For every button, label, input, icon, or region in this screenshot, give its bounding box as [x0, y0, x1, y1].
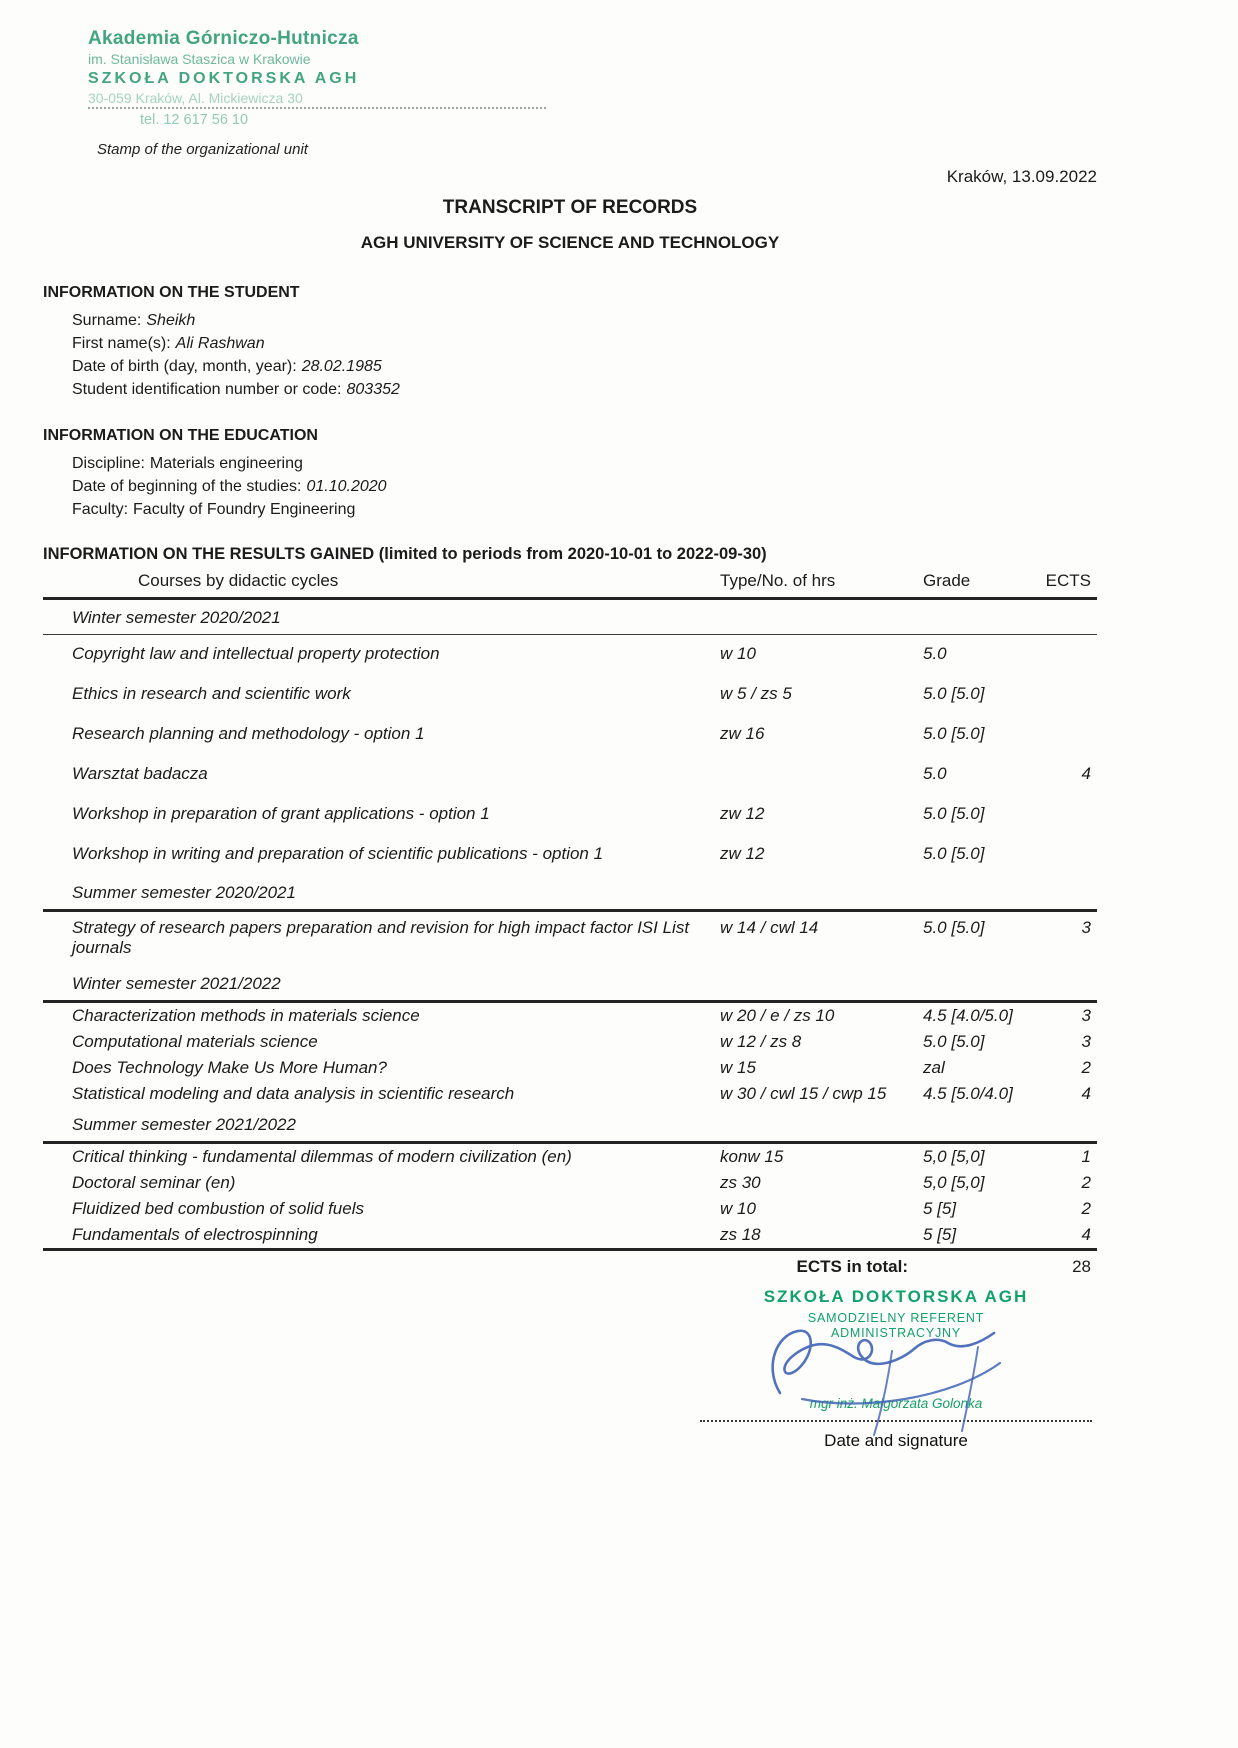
column-header-type-hours: Type/No. of hrs: [720, 571, 836, 590]
course-ects: 3: [1081, 918, 1091, 937]
field-label: Faculty:: [72, 501, 129, 518]
course-ects: [1028, 804, 1097, 824]
course-row: [43, 1029, 1097, 1055]
course-ects: 4: [1081, 1084, 1091, 1103]
document-subtitle: AGH UNIVERSITY OF SCIENCE AND TECHNOLOGY: [360, 233, 780, 252]
course-row: [43, 1055, 1097, 1081]
course-name: Warsztat badacza: [72, 764, 208, 783]
footer-stamp-school-name: SZKOŁA DOKTORSKA AGH: [763, 1287, 1029, 1306]
course-ects: 1: [1081, 1147, 1091, 1166]
field-study-begin-date: [72, 475, 387, 498]
semester-row: [43, 600, 1097, 634]
field-first-name: [72, 332, 400, 355]
course-ects: 2: [1081, 1058, 1091, 1077]
semester-label: Winter semester 2021/2022: [72, 974, 281, 993]
footer-stamp: [700, 1287, 1092, 1451]
course-grade: 5.0 [5.0]: [923, 918, 985, 937]
semester-label: Summer semester 2020/2021: [72, 883, 296, 902]
course-row: [43, 1196, 1097, 1222]
course-grade: 5 [5]: [923, 1225, 957, 1244]
course-grade: 4.5 [5.0/4.0]: [923, 1084, 1013, 1103]
course-type-hours: [720, 764, 923, 784]
course-grade: 5.0: [923, 764, 947, 783]
results-section-heading: INFORMATION ON THE RESULTS GAINED (limited to periods from 2020-10-01 to 2022-09-30): [43, 545, 767, 563]
signer-name: mgr inż. Małgorzata Golonka: [809, 1396, 983, 1411]
course-name: Workshop in writing and preparation of scientific publications - option 1: [72, 844, 604, 863]
course-name: Doctoral seminar (en): [72, 1173, 236, 1192]
course-ects: 3: [1081, 1032, 1091, 1051]
field-date-of-birth: [72, 355, 400, 378]
course-row: [43, 912, 1097, 966]
course-name: Statistical modeling and data analysis in scientific research: [72, 1084, 515, 1103]
course-type-hours: w 5 / zs 5: [720, 684, 792, 703]
course-row: [43, 1144, 1097, 1170]
course-grade: 5,0 [5,0]: [923, 1173, 985, 1192]
education-section: [43, 427, 387, 521]
course-row: [43, 715, 1097, 755]
course-grade: 5.0 [5.0]: [923, 724, 985, 743]
course-ects: 3: [1081, 1006, 1091, 1025]
semester-row: [43, 1107, 1097, 1141]
course-name: Copyright law and intellectual property protection: [72, 644, 440, 663]
stamp-school-name: SZKOŁA DOKTORSKA AGH: [88, 70, 360, 87]
column-header-grade: Grade: [923, 571, 971, 590]
course-grade: 5.0 [5.0]: [923, 844, 985, 863]
course-row: [43, 675, 1097, 715]
course-ects: 4: [1081, 1225, 1091, 1244]
course-type-hours: w 20 / e / zs 10: [720, 1006, 835, 1025]
course-grade: 5,0 [5,0]: [923, 1147, 985, 1166]
column-header-ects: ECTS: [1045, 571, 1091, 590]
field-value: 01.10.2020: [306, 478, 387, 495]
results-table-header: [43, 571, 1097, 597]
semester-label: Winter semester 2020/2021: [72, 608, 281, 627]
course-name: Strategy of research papers preparation and revision for high impact factor ISI List journals: [72, 918, 690, 957]
ects-total-row: [43, 1251, 1097, 1283]
course-type-hours: zw 12: [720, 804, 765, 823]
course-row: [43, 1170, 1097, 1196]
course-ects: 2: [1081, 1173, 1091, 1192]
course-type-hours: w 30 / cwl 15 / cwp 15: [720, 1084, 887, 1103]
course-row: [43, 1003, 1097, 1029]
student-section-heading: INFORMATION ON THE STUDENT: [43, 284, 300, 301]
course-type-hours: w 12 / zs 8: [720, 1032, 802, 1051]
field-label: Surname:: [72, 312, 142, 329]
course-grade: zal: [923, 1058, 945, 1077]
field-value: 803352: [346, 381, 400, 398]
course-ects: [1028, 684, 1097, 704]
course-type-hours: zw 16: [720, 724, 765, 743]
course-name: Ethics in research and scientific work: [72, 684, 351, 703]
field-value: Materials engineering: [149, 455, 303, 472]
field-label: Discipline:: [72, 455, 145, 472]
course-ects: [1028, 844, 1097, 864]
education-section-heading: INFORMATION ON THE EDUCATION: [43, 427, 318, 444]
course-type-hours: w 15: [720, 1058, 756, 1077]
stamp-address: 30-059 Kraków, Al. Mickiewicza 30: [88, 90, 303, 106]
course-type-hours: w 14 / cwl 14: [720, 918, 819, 937]
university-stamp: [88, 28, 558, 128]
course-name: Workshop in preparation of grant applications - option 1: [72, 804, 490, 823]
student-fields: [72, 309, 400, 401]
ects-total-label: ECTS in total:: [796, 1257, 908, 1276]
ects-total-value: 28: [1072, 1257, 1091, 1276]
field-value: Faculty of Foundry Engineering: [133, 501, 356, 518]
stamp-patron-line: im. Stanisława Staszica w Krakowie: [88, 51, 311, 67]
stamp-dotted-line: [88, 107, 546, 109]
course-grade: 5.0 [5.0]: [923, 1032, 985, 1051]
field-discipline: [72, 452, 387, 475]
course-ects: 2: [1081, 1199, 1091, 1218]
course-name: Characterization methods in materials science: [72, 1006, 420, 1025]
course-ects: [1028, 644, 1097, 664]
course-name: Fundamentals of electrospinning: [72, 1225, 318, 1244]
place-and-date: Kraków, 13.09.2022: [946, 167, 1097, 186]
course-name: Research planning and methodology - option 1: [72, 724, 425, 743]
course-grade: 5.0 [5.0]: [923, 804, 985, 823]
field-value: 28.02.1985: [301, 358, 382, 375]
course-row: [43, 795, 1097, 835]
course-row: [43, 1222, 1097, 1248]
course-type-hours: zs 18: [720, 1225, 761, 1244]
course-ects: [1028, 724, 1097, 744]
student-section: [43, 284, 400, 401]
ects-total-spacer: [923, 1257, 1028, 1277]
field-label: Date of beginning of the studies:: [72, 478, 302, 495]
course-type-hours: konw 15: [720, 1147, 784, 1166]
column-header-courses: Courses by didactic cycles: [138, 571, 339, 590]
course-type-hours: w 10: [720, 644, 756, 663]
course-type-hours: zs 30: [720, 1173, 761, 1192]
field-label: Student identification number or code:: [72, 381, 342, 398]
course-row: [43, 835, 1097, 875]
results-table: [43, 571, 1097, 1283]
course-row: [43, 1081, 1097, 1107]
education-fields: [72, 452, 387, 521]
stamp-university-name: Akademia Górniczo-Hutnicza: [88, 28, 359, 49]
semester-row: [43, 966, 1097, 1000]
course-row: [43, 755, 1097, 795]
document-title: TRANSCRIPT OF RECORDS: [442, 197, 698, 218]
course-grade: 5.0 [5.0]: [923, 684, 985, 703]
field-value: Sheikh: [146, 312, 196, 329]
course-ects: 4: [1081, 764, 1091, 783]
semester-label: Summer semester 2021/2022: [72, 1115, 296, 1134]
semester-row: [43, 875, 1097, 909]
date-and-signature-caption: Date and signature: [824, 1431, 968, 1450]
course-name: Fluidized bed combustion of solid fuels: [72, 1199, 364, 1218]
field-label: First name(s):: [72, 335, 171, 352]
stamp-caption: Stamp of the organizational unit: [97, 141, 308, 158]
signature-dotted-line: [700, 1420, 1092, 1422]
footer-stamp-role-line1: SAMODZIELNY REFERENT: [807, 1311, 985, 1325]
course-grade: 5.0: [923, 644, 947, 663]
course-type-hours: w 10: [720, 1199, 756, 1218]
course-type-hours: zw 12: [720, 844, 765, 863]
field-faculty: [72, 498, 387, 521]
stamp-phone: tel. 12 617 56 10: [140, 112, 249, 128]
course-name: Does Technology Make Us More Human?: [72, 1058, 387, 1077]
course-grade: 4.5 [4.0/5.0]: [923, 1006, 1013, 1025]
course-name: Critical thinking - fundamental dilemmas of modern civilization (en): [72, 1147, 572, 1166]
course-name: Computational materials science: [72, 1032, 318, 1051]
field-surname: [72, 309, 400, 332]
course-row: [43, 635, 1097, 675]
field-value: Ali Rashwan: [175, 335, 265, 352]
field-student-id: [72, 378, 400, 401]
footer-stamp-role-line2: ADMINISTRACYJNY: [830, 1326, 962, 1340]
course-grade: 5 [5]: [923, 1199, 957, 1218]
field-label: Date of birth (day, month, year):: [72, 358, 297, 375]
